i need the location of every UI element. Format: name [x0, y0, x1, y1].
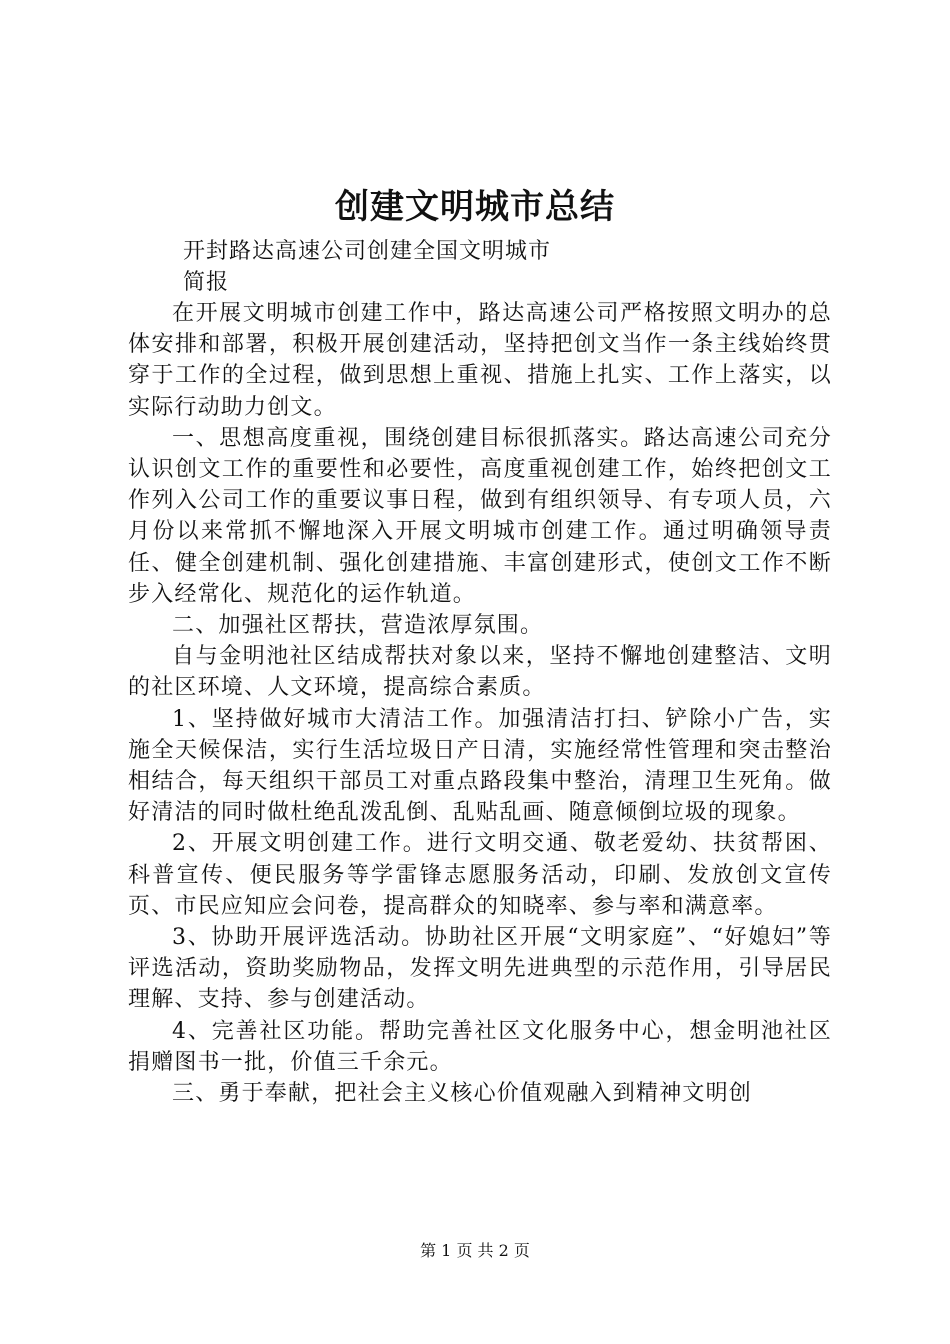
- paragraph-item-1: 1、坚持做好城市大清洁工作。加强清洁打扫、铲除小广告，实施全天候保洁，实行生活垃圾日产日清，实施经常性管理和突击整治相结合，每天组织干部员工对重点路段集中整治，清理卫生死角。做好清洁的同时做杜绝乱泼乱倒、乱贴乱画、随意倾倒垃圾的现象。: [128, 706, 832, 826]
- document-body: [128, 298, 832, 1109]
- paragraph-item-3: 3、协助开展评选活动。协助社区开展“文明家庭”、“好媳妇”等评选活动，资助奖励物品，发挥文明先进典型的示范作用，引导居民理解、支持、参与创建活动。: [128, 925, 832, 1013]
- paragraph-section-3: 三、勇于奉献，把社会主义核心价值观融入到精神文明创: [172, 1081, 753, 1107]
- document-subtitle-line1: 开封路达高速公司创建全国文明城市: [183, 239, 552, 264]
- paragraph-intro: 在开展文明城市创建工作中，路达高速公司严格按照文明办的总体安排和部署，积极开展创建活动，坚持把创文当作一条主线始终贯穿于工作的全过程，做到思想上重视、措施上扎实、工作上落实，以实际行动助力创文。: [128, 301, 832, 420]
- page-footer: 第 1 页 共 2 页: [420, 1241, 530, 1260]
- paragraph-item-4: 4、完善社区功能。帮助完善社区文化服务中心，想金明池社区捐赠图书一批，价值三千余元。: [128, 1018, 832, 1075]
- document-subtitle-line2: 简报: [183, 270, 230, 295]
- paragraph-section-2-intro: 自与金明池社区结成帮扶对象以来，坚持不懈地创建整洁、文明的社区环境、人文环境，提高综合素质。: [128, 644, 832, 701]
- paragraph-item-2: 2、开展文明创建工作。进行文明交通、敬老爱幼、扶贫帮困、科普宣传、便民服务等学雷锋志愿服务活动，印刷、发放创文宣传页、市民应知应会问卷，提高群众的知晓率、参与率和满意率。: [128, 831, 832, 919]
- paragraph-section-1: 一、思想高度重视，围绕创建目标很抓落实。路达高速公司充分认识创文工作的重要性和必要性，高度重视创建工作，始终把创文工作列入公司工作的重要议事日程，做到有组织领导、有专项人员，六月份以来常抓不懈地深入开展文明城市创建工作。通过明确领导责任、健全创建机制、强化创建措施、丰富创建形式，使创文工作不断步入经常化、规范化的运作轨道。: [128, 425, 832, 607]
- document-title: 创建文明城市总结: [335, 187, 615, 227]
- paragraph-section-2-heading: 二、加强社区帮扶，营造浓厚氛围。: [172, 613, 544, 639]
